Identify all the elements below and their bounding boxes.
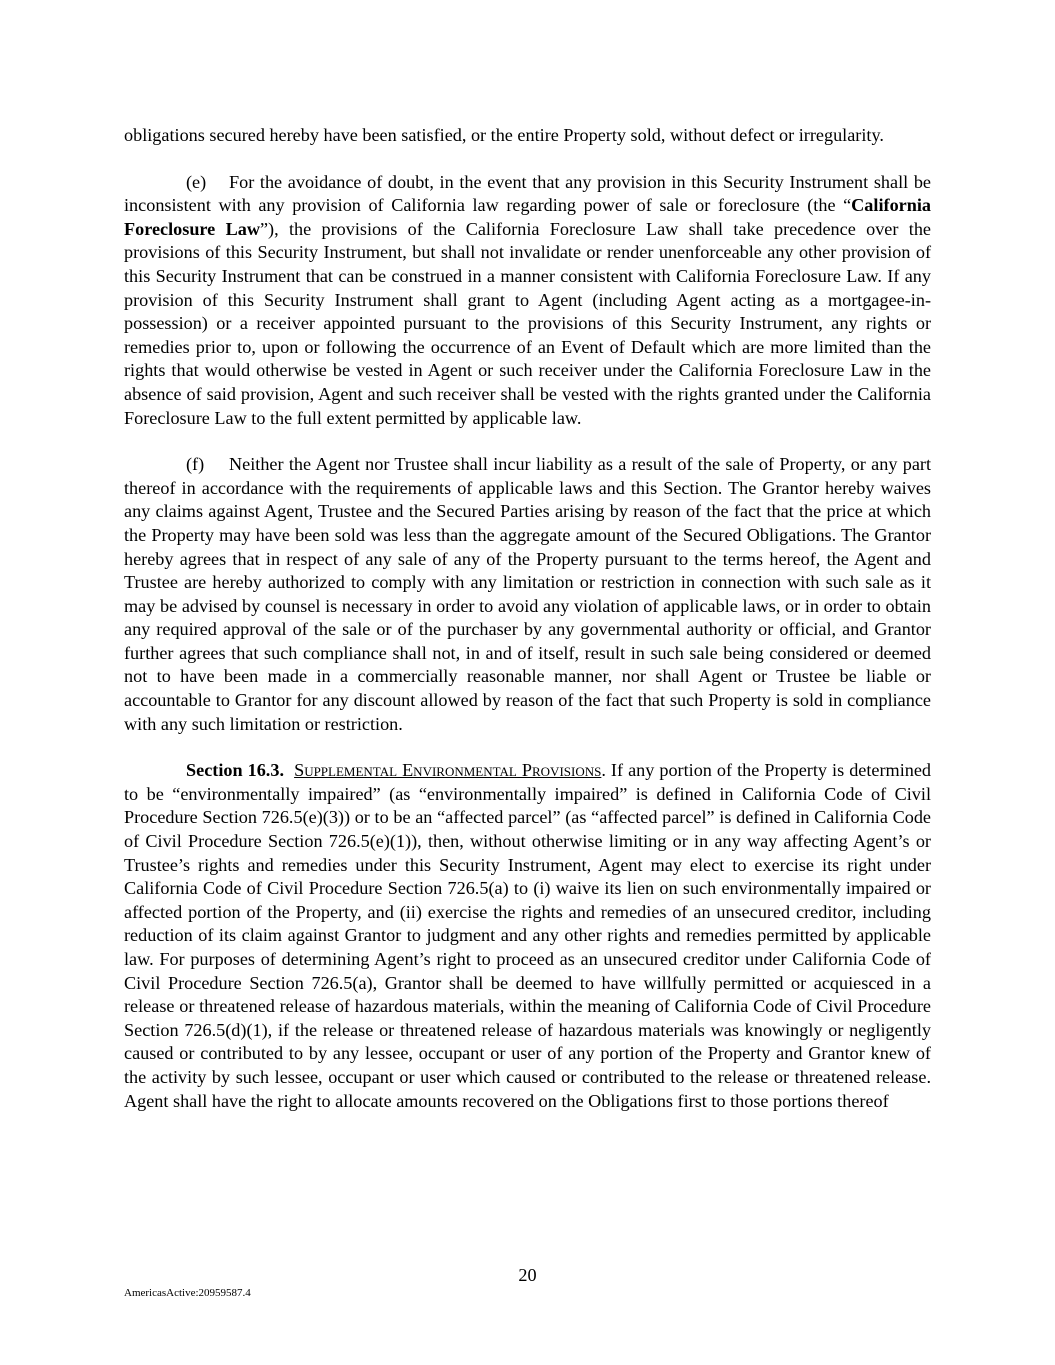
paragraph-continuation: obligations secured hereby have been satisfied, or the entire Property sold, without defect or irregularity. (124, 125, 884, 145)
page-number: 20 (518, 1265, 537, 1285)
paragraph-f-label: (f) (186, 454, 205, 475)
section-16-3-heading: Supplemental Environmental Provisions (294, 760, 602, 781)
paragraph-e-text-a: For the avoidance of doubt, in the event that any provision in this Security Instrument shall be inconsistent with any provision of California law regarding power of sale or foreclosure (the “ (124, 171, 931, 216)
document-id: AmericasActive:20959587.4 (124, 1287, 251, 1299)
paragraph-e (124, 171, 931, 431)
paragraph-f-text: Neither the Agent nor Trustee shall incur liability as a result of the sale of Property, or any part thereof in accordance with the requirements of applicable laws and this Section. The Grantor hereby waives any claims against Agent, Trustee and the Secured Parties arising by reason of the fact that the price at which the Property may have been sold was less than the aggregate amount of the Secured Obligations. The Grantor hereby agrees that in respect of any sale of any of the Property pursuant to the terms hereof, the Agent and Trustee are hereby authorized to comply with any limitation or restriction in connection with such sale as it may be advised by counsel is necessary in order to avoid any violation of applicable laws, or in order to obtain any required approval of the sale or of the purchaser by any governmental authority or official, and Grantor further agrees that such compliance shall not, in and of itself, result in such sale being considered or deemed not to have been made in a commercially reasonable manner, nor shall Agent or Trustee be liable or accountable to Grantor for any discount allowed by reason of the fact that such Property is sold in compliance with any such limitation or restriction. (124, 454, 931, 734)
section-16-3-paragraph (124, 759, 931, 1113)
paragraph-e-text-b: ”), the provisions of the California Foreclosure Law shall take precedence over the provisions of this Security Instrument, but shall not invalidate or render unenforceable any other provision of this Security Instrument that can be construed in a manner consistent with California Foreclosure Law. If any provision of this Security Instrument shall grant to Agent (including Agent acting as a mortgagee-in-possession) or a receiver appointed pursuant to the provisions of this Security Instrument, any rights or remedies prior to, upon or following the occurrence of an Event of Default which are more limited than the rights that would otherwise be vested in Agent or such receiver under the California Foreclosure Law in the absence of said provision, Agent and such receiver shall be vested with the rights granted under the California Foreclosure Law to the full extent permitted by applicable law. (124, 218, 931, 428)
section-16-3-text: . If any portion of the Property is determined to be “environmentally impaired” (as “environmentally impaired” is defined in California Code of Civil Procedure Section 726.5(e)(3)) or to be an “affected parcel” (as “affected parcel” is defined in California Code of Civil Procedure Section 726.5(e)(1)), then, without otherwise limiting or in any way affecting Agent’s or Trustee’s rights and remedies under this Security Instrument, Agent may elect to exercise its right under California Code of Civil Procedure Section 726.5(a) to (i) waive its lien on such environmentally impaired or affected portion of the Property, and (ii) exercise the rights and remedies of an unsecured creditor, including reduction of its claim against Grantor to judgment and any other rights and remedies permitted by applicable law. For purposes of determining Agent’s right to proceed as an unsecured creditor under California Code of Civil Procedure Section 726.5(a), Grantor shall be deemed to have willfully permitted or acquiesced in a release or threatened release of hazardous materials, within the meaning of California Code of Civil Procedure Section 726.5(d)(1), if the release or threatened release of hazardous materials was knowingly or negligently caused or contributed to by any lessee, occupant or user of any portion of the Property and Grantor knew of the activity by such lessee, occupant or user which caused or contributed to the release or threatened release. Agent shall have the right to allocate amounts recovered on the Obligations first to those portions thereof (124, 760, 932, 1111)
paragraph-f (124, 453, 931, 736)
defined-term-california-foreclosure-law: California Foreclosure Law (124, 195, 931, 239)
document-body (124, 124, 931, 1136)
section-16-3-number: Section 16.3. (186, 760, 284, 781)
paragraph-e-label: (e) (186, 171, 207, 192)
